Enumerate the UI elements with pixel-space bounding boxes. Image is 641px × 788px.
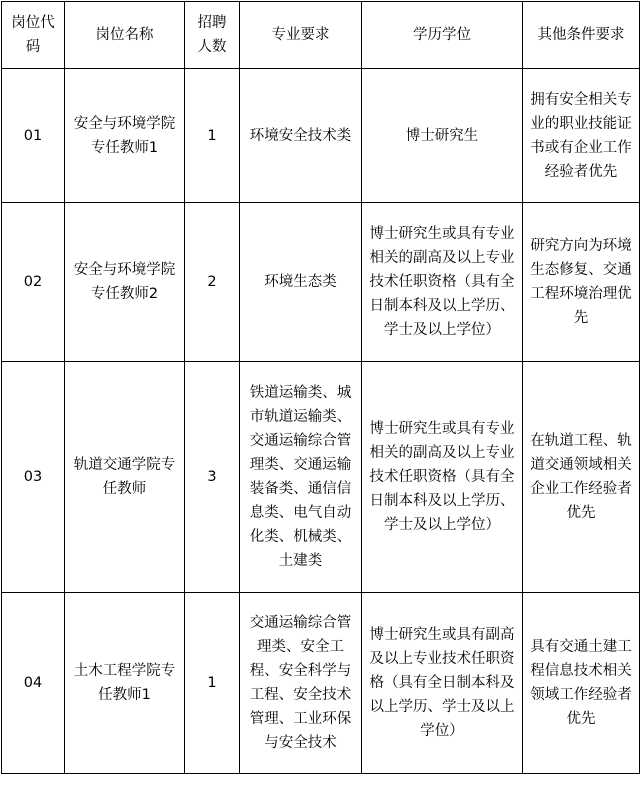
cell-major: 交通运输综合管理类、安全工程、安全科学与工程、安全技术管理、工业环保与安全技术 — [240, 593, 362, 774]
cell-degree: 博士研究生或具有副高及以上专业技术任职资格（具有全日制本科及以上学历、学士及以上学位） — [362, 593, 523, 774]
cell-other: 研究方向为环境生态修复、交通工程环境治理优先 — [523, 203, 640, 362]
cell-count: 1 — [185, 593, 240, 774]
cell-major: 环境生态类 — [240, 203, 362, 362]
header-other: 其他条件要求 — [523, 2, 640, 69]
cell-other: 具有交通土建工程信息技术相关领域工作经验者优先 — [523, 593, 640, 774]
header-code: 岗位代码 — [2, 2, 65, 69]
cell-count: 3 — [185, 362, 240, 593]
cell-name: 土木工程学院专任教师1 — [65, 593, 185, 774]
header-degree: 学历学位 — [362, 2, 523, 69]
cell-name: 安全与环境学院专任教师2 — [65, 203, 185, 362]
header-row — [2, 2, 640, 69]
cell-code: 04 — [2, 593, 65, 774]
cell-degree: 博士研究生或具有专业相关的副高及以上专业技术任职资格（具有全日制本科及以上学历、学士及以上学位） — [362, 203, 523, 362]
cell-major: 环境安全技术类 — [240, 69, 362, 203]
job-requirements-table — [1, 1, 640, 774]
cell-count: 2 — [185, 203, 240, 362]
cell-code: 03 — [2, 362, 65, 593]
header-count: 招聘人数 — [185, 2, 240, 69]
cell-name: 安全与环境学院专任教师1 — [65, 69, 185, 203]
cell-other: 拥有安全相关专业的职业技能证书或有企业工作经验者优先 — [523, 69, 640, 203]
table-row — [2, 362, 640, 593]
cell-name: 轨道交通学院专任教师 — [65, 362, 185, 593]
cell-code: 01 — [2, 69, 65, 203]
table-row — [2, 203, 640, 362]
header-name: 岗位名称 — [65, 2, 185, 69]
table-row — [2, 69, 640, 203]
cell-count: 1 — [185, 69, 240, 203]
cell-other: 在轨道工程、轨道交通领域相关企业工作经验者优先 — [523, 362, 640, 593]
cell-major: 铁道运输类、城市轨道运输类、交通运输综合管理类、交通运输装备类、通信信息类、电气自动化类、机械类、土建类 — [240, 362, 362, 593]
cell-degree: 博士研究生或具有专业相关的副高及以上专业技术任职资格（具有全日制本科及以上学历、学士及以上学位） — [362, 362, 523, 593]
header-major: 专业要求 — [240, 2, 362, 69]
table-row — [2, 593, 640, 774]
cell-degree: 博士研究生 — [362, 69, 523, 203]
cell-code: 02 — [2, 203, 65, 362]
